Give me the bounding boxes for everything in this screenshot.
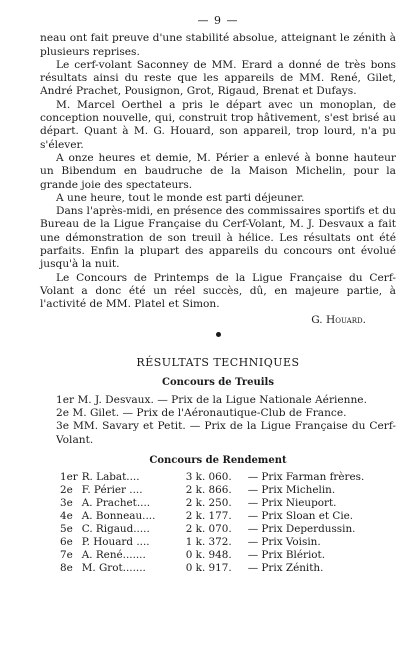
treuils-row-1: 1er M. J. Desvaux. — Prix de la Ligue Nationale Aérienne. <box>56 393 367 406</box>
prize-cell: — Prix Blériot. <box>247 548 326 561</box>
prize-cell: — Prix Michelin. <box>247 484 336 497</box>
value-cell: 3 k. 060. <box>185 471 232 484</box>
paragraph-3: M. Marcel Oerthel a pris le départ avec un monoplan, de conception nouvelle, qui, construit trop hâtivement, s'est brisé au départ. Quant à M. G. Houard, son appareil, trop lourd, n'a pu s'élever. <box>40 98 396 151</box>
table-row <box>58 549 366 562</box>
rank-cell: 7e <box>60 548 73 561</box>
rank-cell: 4e <box>60 509 73 522</box>
rank-cell: 1er <box>60 471 78 484</box>
prize-cell: — Prix Voisin. <box>247 535 321 548</box>
name-cell: M. Grot....... <box>81 561 146 574</box>
value-cell: 1 k. 372. <box>185 535 232 548</box>
value-cell: 2 k. 866. <box>185 484 232 497</box>
rank-cell: 8e <box>60 561 73 574</box>
value-cell: 0 k. 917. <box>185 561 232 574</box>
rank-cell: 5e <box>60 522 73 535</box>
rank-cell: 3e <box>60 497 73 510</box>
ornament <box>40 329 396 342</box>
value-cell: 2 k. 250. <box>185 497 232 510</box>
table-row <box>58 484 366 497</box>
treuils-heading: Concours de Treuils <box>162 377 274 389</box>
prize-cell: — Prix Deperdussin. <box>247 522 356 535</box>
paragraph-2: Le cerf-volant Saconney de MM. Erard a donné de très bons résultats ainsi du reste que les appareils de MM. René, Gilet, André Prachet, Pousignon, Grot, Rigaud, Brenat et Dufays. <box>40 58 396 98</box>
table-row <box>58 497 366 510</box>
table-row <box>58 471 366 484</box>
paragraph-4: A onze heures et demie, M. Périer a enlevé à bonne hauteur un Bibendum en baudruche de la Maison Michelin, pour la grande joie des spectateurs. <box>40 151 396 191</box>
page-number: — 9 — <box>197 14 239 27</box>
paragraph-7: Le Concours de Printemps de la Ligue Française du Cerf-Volant a donc été un réel succès, dû, en majeure partie, à l'activité de MM. Platel et Simon. <box>40 271 396 311</box>
signature: G. Houard. <box>311 313 366 326</box>
name-cell: A. René....... <box>81 548 146 561</box>
value-cell: 2 k. 070. <box>185 522 232 535</box>
prize-cell: — Prix Sloan et Cie. <box>247 509 354 522</box>
name-cell: F. Périer .... <box>81 484 143 497</box>
prize-cell: — Prix Zénith. <box>247 561 324 574</box>
paragraph-1: neau ont fait preuve d'une stabilité absolue, atteignant le zénith à plusieurs reprises. <box>40 32 396 58</box>
value-cell: 2 k. 177. <box>185 509 232 522</box>
results-heading: RÉSULTATS TECHNIQUES <box>136 356 300 370</box>
name-cell: P. Houard .... <box>81 535 150 548</box>
prize-cell: — Prix Farman frères. <box>247 471 365 484</box>
table-row <box>58 536 366 549</box>
rendement-heading: Concours de Rendement <box>149 454 287 466</box>
rendement-table <box>58 471 366 574</box>
paragraph-6: Dans l'après-midi, en présence des commissaires sportifs et du Bureau de la Ligue Française du Cerf-Volant, M. J. Desvaux a fait une démonstration de son treuil à hélice. Les résultats ont été parfaits. Enfin la plupart des appareils du concours ont évolué jusqu'à la nuit. <box>40 205 396 271</box>
prize-cell: — Prix Nieuport. <box>247 497 337 510</box>
rank-cell: 2e <box>60 484 73 497</box>
name-cell: R. Labat.... <box>81 471 140 484</box>
paragraph-5: A une heure, tout le monde est parti déjeuner. <box>56 191 305 204</box>
rank-cell: 6e <box>60 535 73 548</box>
table-row <box>58 562 366 575</box>
treuils-row-3: 3e MM. Savary et Petit. — Prix de la Ligue Française du Cerf-Volant. <box>56 420 396 446</box>
name-cell: C. Rigaud..... <box>81 522 150 535</box>
treuils-row-2: 2e M. Gilet. — Prix de l'Aéronautique-Club de France. <box>56 407 347 420</box>
value-cell: 0 k. 948. <box>185 548 232 561</box>
name-cell: A. Prachet.... <box>81 497 151 510</box>
bullet-ornament-icon <box>216 332 221 337</box>
table-row <box>58 523 366 536</box>
table-row <box>58 510 366 523</box>
name-cell: A. Bonneau.... <box>81 509 156 522</box>
